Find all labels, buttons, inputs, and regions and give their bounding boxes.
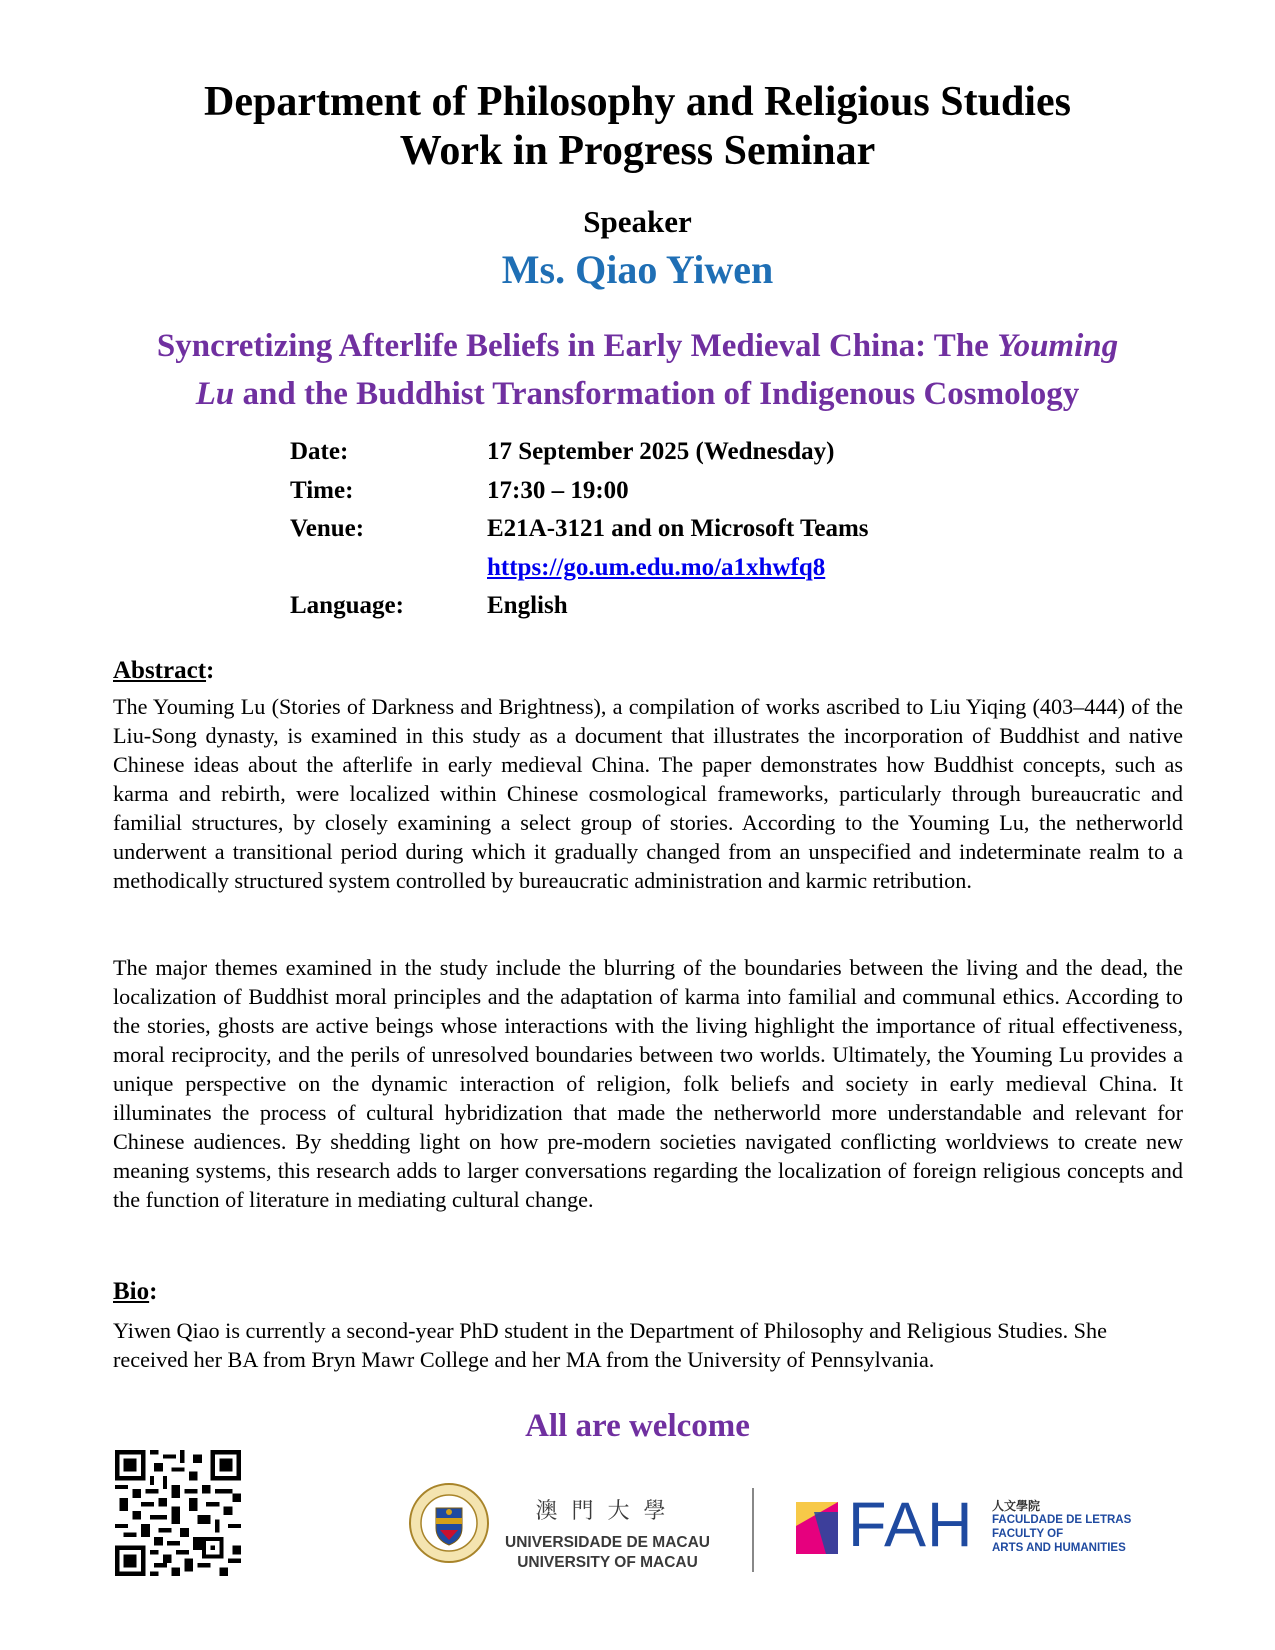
abstract-heading: Abstract: xyxy=(113,657,215,684)
venue-label: Venue: xyxy=(290,515,365,542)
bio-heading: Bio: xyxy=(113,1278,158,1305)
seminar-title: Work in Progress Seminar xyxy=(399,128,876,174)
fah-faculty-name xyxy=(992,1499,1131,1555)
welcome-text: All are welcome xyxy=(525,1408,750,1444)
talk-title-part1: Syncretizing Afterlife Beliefs in Early Medieval China: The xyxy=(156,328,998,364)
fah-wordmark: FAH xyxy=(848,1490,974,1560)
time-label: Time: xyxy=(290,476,354,504)
abstract-heading-text: Abstract xyxy=(113,657,207,684)
language-value: English xyxy=(487,592,568,619)
fah-chinese-name: 人文學院 xyxy=(992,1499,1041,1513)
bio-heading-text: Bio xyxy=(113,1278,150,1305)
bio-paragraph: Yiwen Qiao is currently a second-year PhD student in the Department of Philosophy and Religious Studies. She received her BA from Bryn Mawr College and her MA from the University of Pennsylvania. xyxy=(113,1318,1107,1372)
um-portuguese-name: UNIVERSIDADE DE MACAU xyxy=(505,1534,710,1551)
fah-english-line1: FACULTY OF xyxy=(992,1528,1064,1540)
fah-portuguese-name: FACULDADE DE LETRAS xyxy=(992,1514,1132,1526)
speaker-name: Ms. Qiao Yiwen xyxy=(501,247,774,292)
speaker-label: Speaker xyxy=(583,204,692,239)
language-label: Language: xyxy=(290,592,404,619)
university-of-macau-seal-icon xyxy=(408,1482,490,1564)
venue-value: E21A-3121 and on Microsoft Teams xyxy=(487,515,869,542)
um-chinese-name: 澳門大學 xyxy=(535,1499,680,1524)
abstract-paragraph-1: The Youming Lu (Stories of Darkness and Brightness), a compilation of works ascribed to Liu Yiqing (403–444) of the Liu-Song dynasty, is examined in this study as a document that illustrates the incorporation of Buddhist and native Chinese ideas about the afterlife in early medieval China. The paper demonstrates how Buddhist concepts, such as karma and rebirth, were localized within Chinese cosmological frameworks, particularly through bureaucratic and familial structures, by closely examining a select group of stories. According to the Youming Lu, the netherworld underwent a transitional period during which it gradually changed from an unspecified and indeterminate realm to a methodically structured system controlled by bureaucratic administration and karmic retribution. xyxy=(113,694,1183,893)
talk-title-italic1: Youming xyxy=(997,328,1119,364)
date-value: 17 September 2025 (Wednesday) xyxy=(487,438,835,465)
um-english-name: UNIVERSITY OF MACAU xyxy=(517,1554,698,1571)
talk-title-italic2: Lu xyxy=(195,376,235,412)
fah-english-line2: ARTS AND HUMANITIES xyxy=(992,1542,1126,1554)
department-title: Department of Philosophy and Religious Studies xyxy=(204,79,1071,125)
university-of-macau-wordmark xyxy=(505,1494,710,1573)
logo-divider xyxy=(752,1488,754,1572)
teams-link[interactable]: https://go.um.edu.mo/a1xhwfq8 xyxy=(487,553,826,581)
abstract-paragraph-2: The major themes examined in the study include the blurring of the boundaries between the living and the dead, the localization of Buddhist moral principles and the adaptation of karma into familial and communal ethics. According to the stories, ghosts are active beings whose interactions with the living highlight the importance of ritual effectiveness, moral reciprocity, and the perils of unresolved boundaries between two worlds. Ultimately, the Youming Lu provides a unique perspective on the dynamic interaction of religion, folk beliefs and society in early medieval China. It illuminates the process of cultural hybridization that made the netherworld more understandable and relevant for Chinese audiences. By shedding light on how pre-modern societies navigated conflicting worldviews to create new meaning systems, this research adds to larger conversations regarding the localization of foreign religious concepts and the function of literature in mediating cultural change. xyxy=(113,955,1183,1212)
date-label: Date: xyxy=(290,438,349,465)
qr-code[interactable] xyxy=(115,1450,241,1576)
talk-title-part2: and the Buddhist Transformation of Indigenous Cosmology xyxy=(234,376,1080,412)
fah-logo-icon xyxy=(796,1502,838,1554)
talk-title xyxy=(0,322,1275,418)
time-value: 17:30 – 19:00 xyxy=(487,476,629,504)
